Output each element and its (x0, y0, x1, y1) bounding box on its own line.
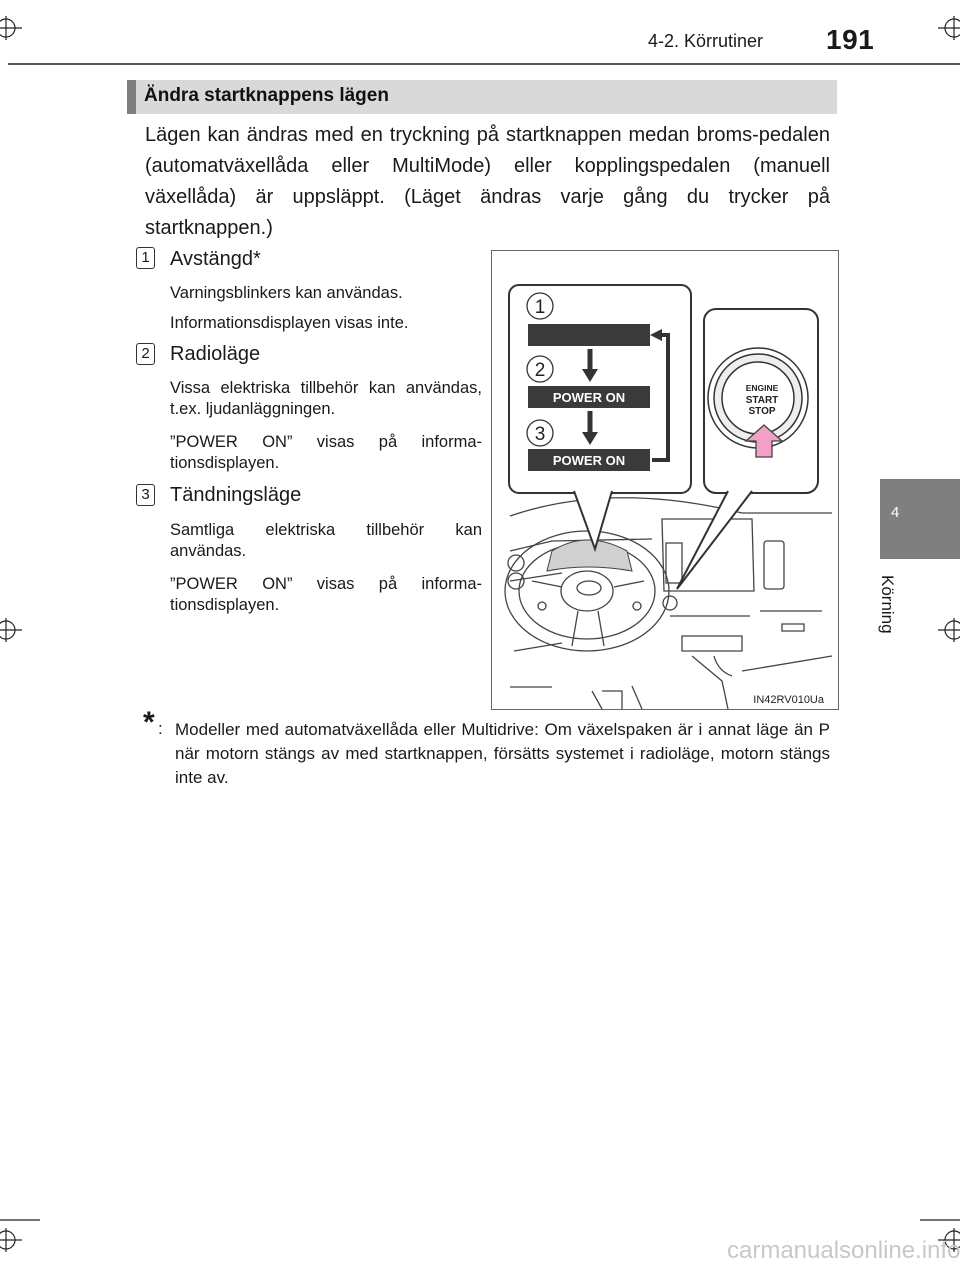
footnote-marker: * (143, 706, 155, 739)
start-button-illustration (491, 250, 839, 710)
step-2-label: 2 (534, 360, 546, 381)
display-power-on-1: POWER ON (552, 390, 626, 405)
button-text-engine: ENGINE (745, 383, 779, 393)
watermark: carmanualsonline.info (727, 1237, 960, 1264)
item-1-desc-1: Varningsblinkers kan användas. (170, 284, 403, 302)
illustration-svg (492, 251, 838, 709)
dashboard-drawing (505, 498, 832, 709)
item-3-title: Tändningsläge (170, 484, 302, 506)
button-text-stop: STOP (748, 406, 776, 417)
step-1-label: 1 (534, 297, 546, 318)
item-2-desc-2: ”POWER ON” visas på informa-tionsdisplayen. (170, 433, 482, 472)
footnote-text: Modeller med automatväxellåda eller Multidrive: Om växelspaken är i annat läge än P när motorn stängs av med startknappen, försätts systemet i radioläge, motorn stängs inte av. (175, 720, 830, 787)
item-3-desc-2: ”POWER ON” visas på informa-tionsdisplayen. (170, 575, 482, 614)
display-power-on-2: POWER ON (552, 453, 626, 468)
chapter-tab-number: 4 (891, 504, 900, 521)
chapter-reference: 4-2. Körrutiner (648, 31, 764, 51)
heading-accent-stripe (127, 80, 136, 114)
step-3-label: 3 (534, 424, 546, 445)
header-rule (8, 63, 960, 65)
item-2-title: Radioläge (170, 343, 261, 365)
intro-paragraph: Lägen kan ändras med en tryckning på startknappen medan broms-pedalen (automatväxellåda eller MultiMode) eller kopplingspedalen (manuell växellåda) är uppsläppt. (Läget ändras varje gång du trycker på startknappen.) (145, 124, 830, 239)
figure-code: IN42RV010Ua (753, 694, 824, 706)
item-3-desc-1: Samtliga elektriska tillbehör kan användas. (170, 521, 482, 560)
item-3-number-badge: 3 (136, 484, 155, 506)
button-text-start: START (745, 395, 779, 406)
section-heading-text: Ändra startknappens lägen (144, 85, 389, 106)
instrument-cluster-highlight (547, 540, 632, 571)
display-callout (509, 285, 691, 549)
start-button-callout (677, 309, 818, 589)
item-2-number-badge: 2 (136, 343, 155, 365)
item-1-title: Avstängd* (170, 248, 261, 270)
footnote-colon: : (158, 719, 163, 738)
section-heading (127, 80, 837, 114)
item-1-desc-2: Informationsdisplayen visas inte. (170, 314, 409, 332)
item-1-number-badge: 1 (136, 247, 155, 269)
page-number: 191 (826, 24, 875, 55)
item-2-desc-1: Vissa elektriska tillbehör kan användas, t.ex. ljudanläggningen. (170, 379, 482, 418)
chapter-tab-label: Körning (878, 575, 897, 634)
